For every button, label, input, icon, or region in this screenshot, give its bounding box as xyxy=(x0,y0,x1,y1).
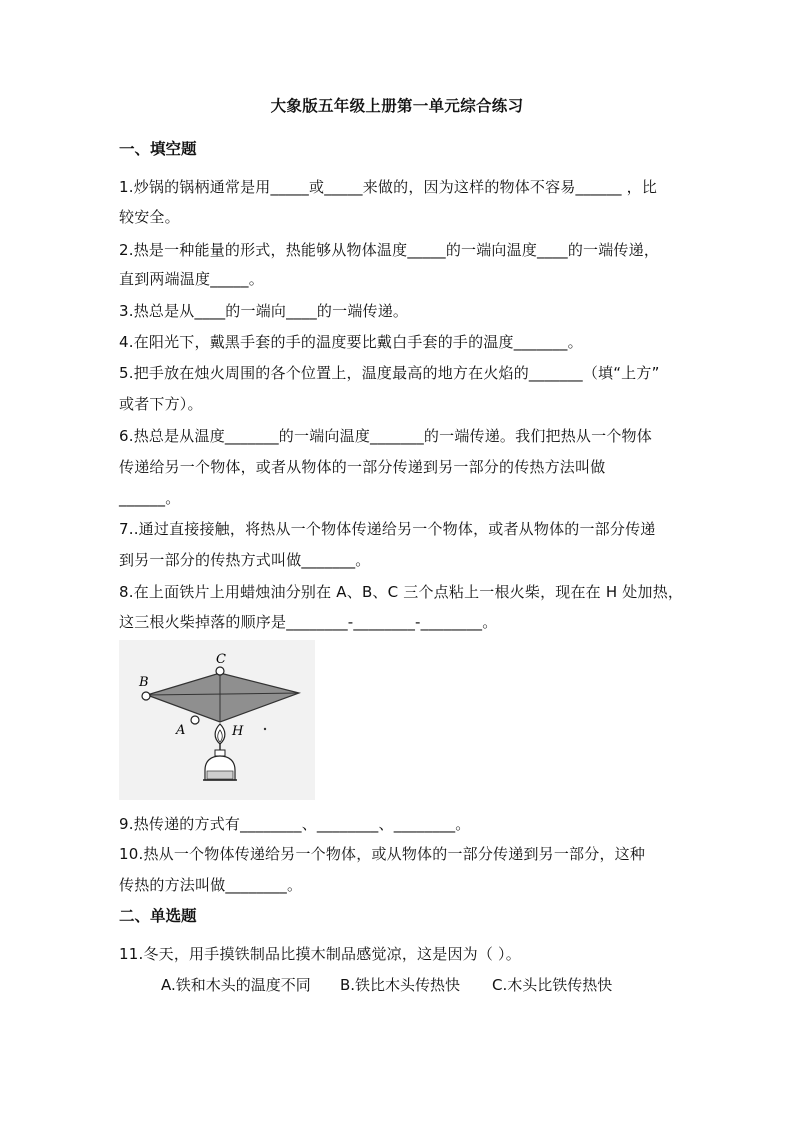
lamp-liquid xyxy=(207,771,233,779)
question-6-line-2: 传递给另一个物体，或者从物体的一部分传递到另一部分的传热方法叫做 xyxy=(119,458,606,476)
iron-plate-diagram xyxy=(119,640,315,800)
lamp-neck xyxy=(215,750,225,756)
question-3: 3.热总是从____的一端向____的一端传递。 xyxy=(119,302,409,320)
question-10-line-1: 10.热从一个物体传递给另一个物体，或从物体的一部分传递到另一部分，这种 xyxy=(119,845,646,863)
label-b: B xyxy=(139,675,149,690)
question-6-line-1: 6.热总是从温度_______的一端向温度_______的一端传递。我们把热从一个物体 xyxy=(119,427,652,445)
question-2-line-2: 直到两端温度_____。 xyxy=(119,270,264,288)
question-9: 9.热传递的方式有________、________、________。 xyxy=(119,815,471,833)
question-1-line-2: 较安全。 xyxy=(119,208,180,226)
question-10-line-2: 传热的方法叫做________。 xyxy=(119,876,303,894)
point-b-marker xyxy=(142,692,150,700)
inner-flame-icon xyxy=(218,730,223,742)
iron-plate-heating-figure xyxy=(119,640,315,800)
q11-option-b[interactable]: B.铁比木头传热快 xyxy=(340,976,461,994)
question-5-line-2: 或者下方）。 xyxy=(119,395,203,413)
section-heading-fill-blank: 一、填空题 xyxy=(119,140,197,158)
section-heading-single-choice: 二、单选题 xyxy=(119,907,197,925)
page-title: 大象版五年级上册第一单元综合练习 xyxy=(270,97,524,115)
question-4: 4.在阳光下，戴黑手套的手的温度要比戴白手套的手的温度_______。 xyxy=(119,333,583,351)
question-7-line-2: 到另一部分的传热方式叫做_______。 xyxy=(119,551,371,569)
q11-option-c[interactable]: C.木头比铁传热快 xyxy=(492,976,613,994)
label-a: A xyxy=(176,723,186,738)
question-11: 11.冬天，用手摸铁制品比摸木制品感觉凉，这是因为（ ）。 xyxy=(119,945,521,963)
question-8-line-2: 这三根火柴掉落的顺序是________-________-________。 xyxy=(119,613,498,631)
question-5-line-1: 5.把手放在烛火周围的各个位置上，温度最高的地方在火焰的_______（填“上方” xyxy=(119,364,660,382)
point-a-marker xyxy=(191,716,199,724)
label-c: C xyxy=(216,652,226,667)
question-1-line-1: 1.炒锅的锅柄通常是用_____或_____来做的，因为这样的物体不容易______ ，比 xyxy=(119,178,658,196)
label-h: H xyxy=(232,724,244,739)
question-8-line-1: 8.在上面铁片上用蜡烛油分别在 A、B、C 三个点粘上一根火柴，现在在 H 处加热， xyxy=(119,583,684,601)
point-c-marker xyxy=(216,667,224,675)
question-7-line-1: 7..通过直接接触，将热从一个物体传递给另一个物体，或者从物体的一部分传递 xyxy=(119,520,656,538)
stray-dot xyxy=(264,728,266,730)
question-6-line-3: ______。 xyxy=(119,489,181,507)
q11-option-a[interactable]: A.铁和木头的温度不同 xyxy=(161,976,311,994)
question-2-line-1: 2.热是一种能量的形式，热能够从物体温度_____的一端向温度____的一端传递， xyxy=(119,241,660,259)
